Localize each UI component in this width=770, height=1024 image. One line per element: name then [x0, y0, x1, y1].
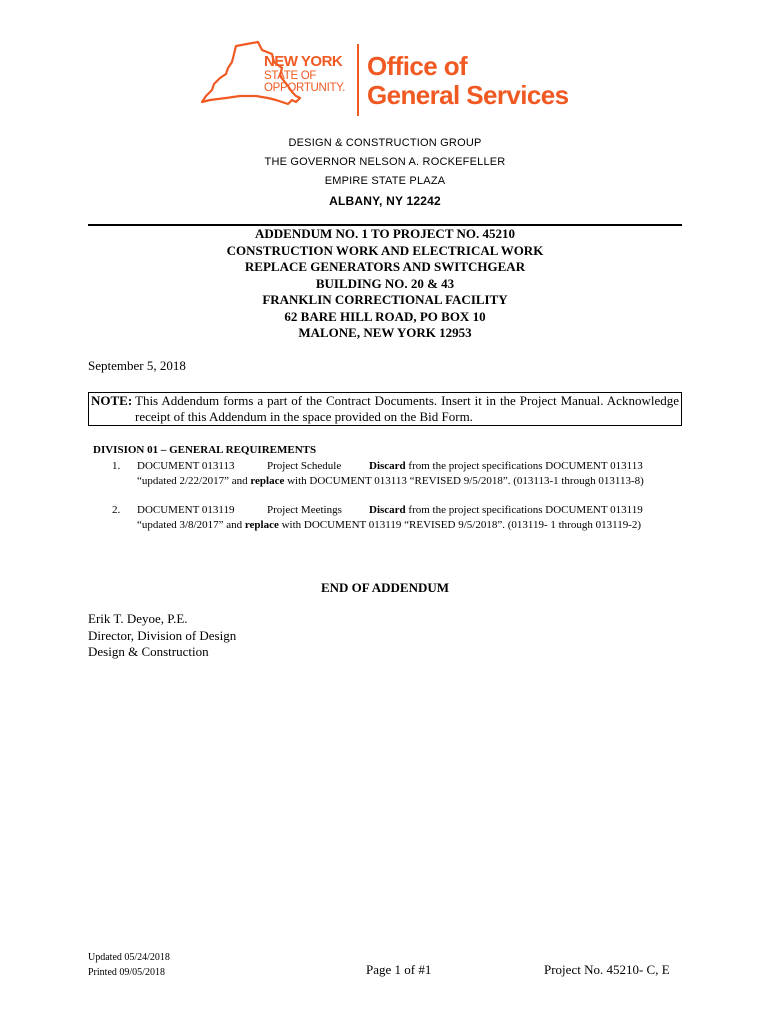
signer-department: Design & Construction [88, 644, 209, 659]
letterhead-building: THE GOVERNOR NELSON A. ROCKEFELLER [264, 156, 506, 168]
project-title-block [0, 226, 770, 342]
project-line: 62 BARE HILL ROAD, PO BOX 10 [284, 308, 486, 324]
item-title: Project Meetings [267, 504, 342, 516]
item-action: replace [250, 474, 285, 487]
agency-name [367, 52, 568, 110]
item-title: Project Schedule [267, 460, 342, 472]
item-text: with DOCUMENT 013119 “REVISED 9/5/2018”. (013119- 1 through 013119-2) [278, 518, 642, 531]
agency-line-2: General Services [367, 80, 569, 110]
project-line: REPLACE GENERATORS AND SWITCHGEAR [244, 259, 526, 274]
division-heading: DIVISION 01 – GENERAL REQUIREMENTS [93, 444, 317, 456]
signer-title: Director, Division of Design [88, 627, 237, 643]
item-number: 1. [112, 460, 121, 472]
note-label: NOTE: [91, 393, 133, 408]
footer-dates [88, 950, 170, 980]
end-of-addendum: END OF ADDENDUM [320, 580, 450, 595]
item-text: with DOCUMENT 013113 “REVISED 9/5/2018”. (013113-1 through 013113-8) [284, 474, 644, 487]
item-action: replace [244, 518, 279, 531]
page-number: Page 1 of #1 [366, 962, 432, 977]
item-action: Discard [369, 460, 406, 472]
nys-logo-text [264, 54, 345, 94]
item-action: Discard [369, 504, 406, 516]
agency-line-1: Office of [367, 51, 468, 81]
note-text: This Addendum forms a part of the Contract Documents. Insert it in the Project Manual. Acknowledge receipt of this Addendum in the space provided on the Bid Form. [135, 393, 679, 424]
item-document: DOCUMENT 013113 [137, 460, 235, 472]
item-text: from the project specifications DOCUMENT 013119 “updated 3/8/2017” and [137, 504, 643, 531]
logo-tagline-2: OPPORTUNITY. [264, 82, 345, 94]
footer-project-number: Project No. 45210- C, E [544, 962, 670, 977]
item-body [137, 459, 667, 488]
logo-divider [357, 44, 359, 116]
logo-tagline-1: STATE OF [264, 70, 317, 82]
note-box [88, 392, 682, 426]
addendum-date: September 5, 2018 [88, 358, 186, 373]
signature-block [88, 611, 236, 661]
footer-updated: Updated 05/24/2018 [88, 952, 170, 963]
project-line: CONSTRUCTION WORK AND ELECTRICAL WORK [226, 242, 544, 258]
project-line: FRANKLIN CORRECTIONAL FACILITY [262, 292, 508, 307]
project-line: ADDENDUM NO. 1 TO PROJECT NO. 45210 [254, 226, 516, 241]
project-line: MALONE, NEW YORK 12953 [298, 325, 472, 340]
logo-state-name: NEW YORK [264, 53, 343, 70]
item-document: DOCUMENT 013119 [137, 504, 235, 516]
signer-name: Erik T. Deyoe, P.E. [88, 611, 188, 626]
letterhead [0, 134, 770, 212]
project-line: BUILDING NO. 20 & 43 [315, 275, 455, 291]
letterhead-plaza: EMPIRE STATE PLAZA [324, 175, 446, 187]
letterhead-group: DESIGN & CONSTRUCTION GROUP [288, 137, 482, 149]
footer-printed: Printed 09/05/2018 [88, 967, 165, 978]
item-body [137, 503, 667, 532]
item-number: 2. [112, 504, 121, 516]
letterhead-city: ALBANY, NY 12242 [329, 194, 441, 208]
item-text: from the project specifications DOCUMENT 013113 “updated 2/22/2017” and [137, 460, 643, 487]
